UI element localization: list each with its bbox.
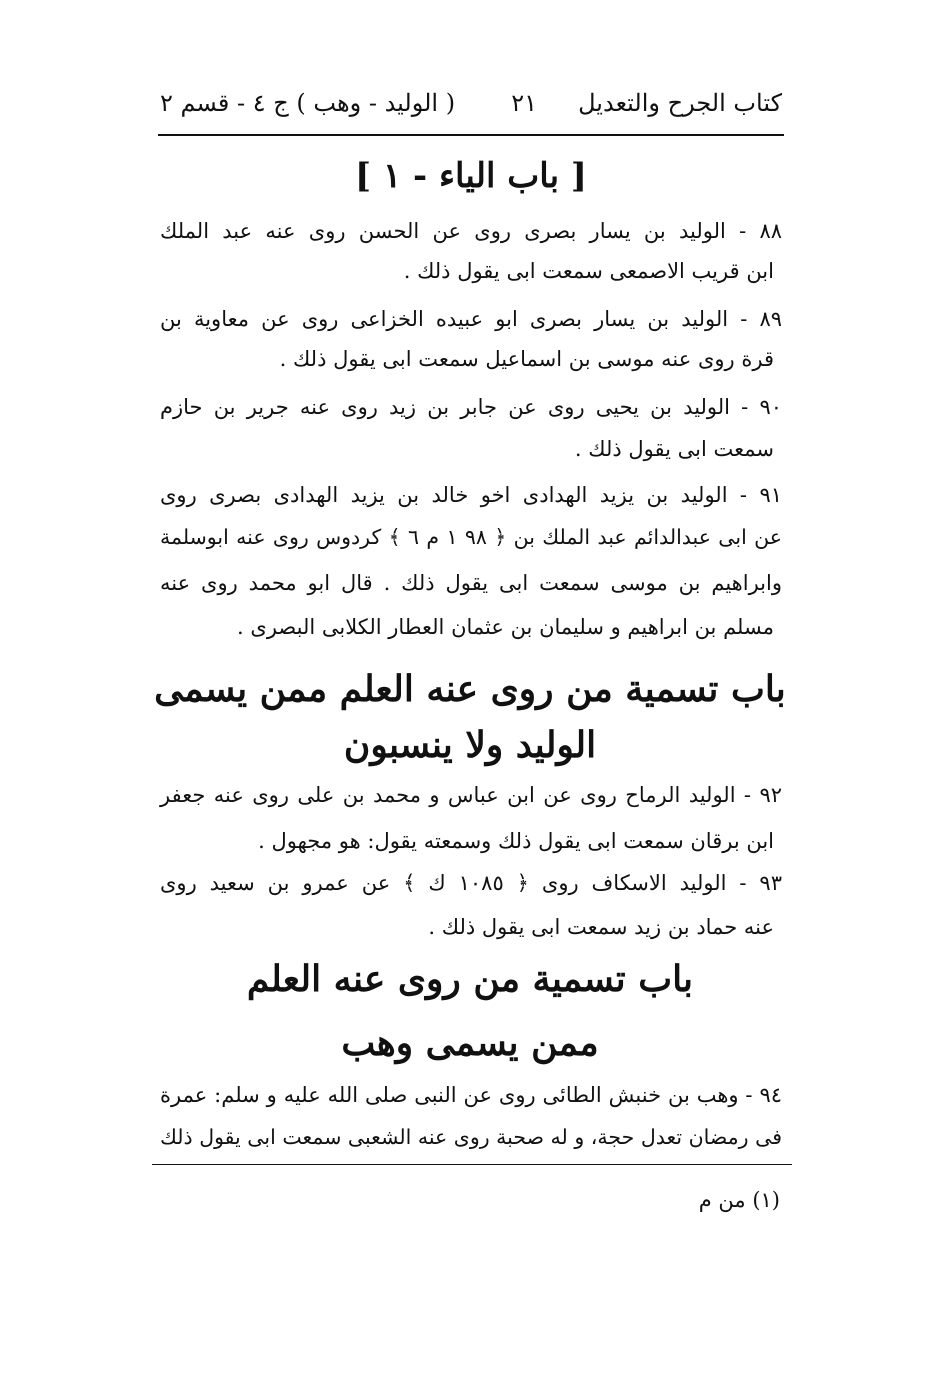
entry-91-line-1: ٩١ - الوليد بن يزيد الهدادى اخو خالد بن يزيد الهدادى بصرى روى xyxy=(160,483,782,507)
section-heading-wahb-line-1: باب تسمية من روى عنه العلم xyxy=(246,958,694,1000)
footnote-divider xyxy=(152,1164,792,1165)
running-header xyxy=(160,78,782,128)
entry-89-line-1: ٨٩ - الوليد بن يسار بصرى ابو عبيده الخزاعى روى عن معاوية بن xyxy=(160,307,782,331)
section-heading-wahb-line-2: ممن يسمى وهب xyxy=(341,1022,599,1064)
page-number: ٢١ xyxy=(511,89,537,117)
entry-91-line-3: وابراهيم بن موسى سمعت ابى يقول ذلك . قال ابو محمد روى عنه xyxy=(160,571,782,595)
entry-89-line-2: قرة روى عنه موسى بن اسماعيل سمعت ابى يقول ذلك . xyxy=(279,347,774,371)
chapter-title: [ باب الياء - ١ ] xyxy=(355,156,587,196)
entry-92-line-1: ٩٢ - الوليد الرماح روى عن ابن عباس و محمد بن على روى عنه جعفر xyxy=(160,783,782,807)
entry-94-line-2: فى رمضان تعدل حجة، و له صحبة روى عنه الشعبى سمعت ابى يقول ذلك xyxy=(160,1125,782,1149)
entry-91-line-4: مسلم بن ابراهيم و سليمان بن عثمان العطار الكلابى البصرى . xyxy=(237,615,774,639)
entry-93-line-2: عنه حماد بن زيد سمعت ابى يقول ذلك . xyxy=(428,915,774,939)
header-divider xyxy=(158,134,784,136)
entry-91-line-2: عن ابى عبدالدائم عبد الملك بن ﴿ ٩٨ ١ م ٦ ﴾ كردوس روى عنه ابوسلمة xyxy=(160,525,782,549)
entry-88-line-2: ابن قريب الاصمعى سمعت ابى يقول ذلك . xyxy=(403,259,774,283)
book-title: كتاب الجرح والتعديل xyxy=(578,89,782,117)
entry-92-line-2: ابن برقان سمعت ابى يقول ذلك وسمعته يقول: هو مجهول . xyxy=(258,829,774,853)
footnote: (١) من م xyxy=(698,1188,780,1212)
entry-88-line-1: ٨٨ - الوليد بن يسار بصرى روى عن الحسن روى عنه عبد الملك xyxy=(160,219,782,243)
section-heading-walid-line-2: الوليد ولا ينسبون xyxy=(343,724,597,766)
entry-90-line-2: سمعت ابى يقول ذلك . xyxy=(574,437,774,461)
entry-94-line-1: ٩٤ - وهب بن خنبش الطائى روى عن النبى صلى الله عليه و سلم: عمرة xyxy=(160,1083,782,1107)
entry-90-line-1: ٩٠ - الوليد بن يحيى روى عن جابر بن زيد روى عنه جرير بن حازم xyxy=(160,395,782,419)
section-range: ( الوليد - وهب ) ج ٤ - قسم ٢ xyxy=(160,89,456,117)
entry-93-line-1: ٩٣ - الوليد الاسكاف روى ﴿ ١٠٨٥ ك ﴾ عن عمرو بن سعيد روى xyxy=(160,871,782,895)
section-heading-walid-line-1: باب تسمية من روى عنه العلم ممن يسمى xyxy=(154,668,786,710)
